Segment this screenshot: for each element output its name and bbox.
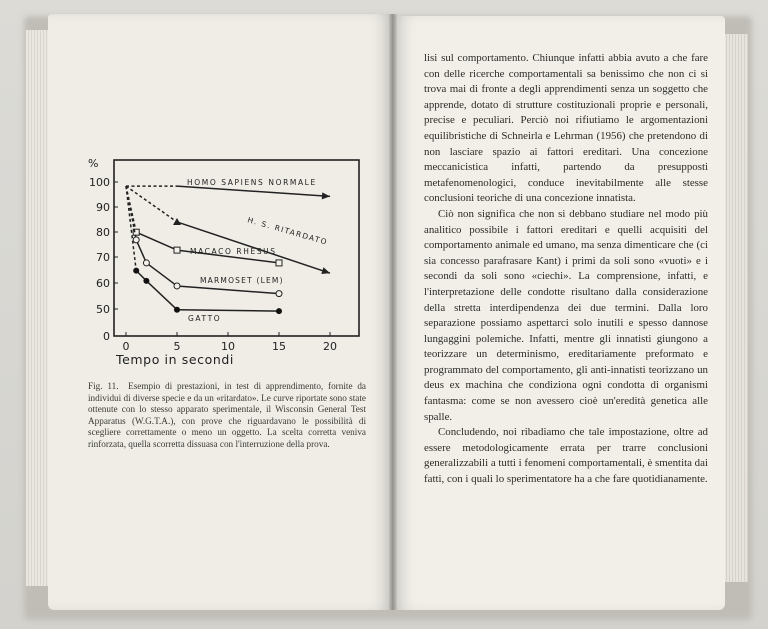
x-tick-label: 15: [272, 340, 286, 353]
legend-hs-ritardato: H. S. RITARDATO: [246, 215, 329, 247]
paragraph-1: lisi sul comportamento. Chiunque infatti abbia avuto a che fare con delle ricerche comportamentali sa benissimo che non ci si trova mai di fronte a degli apprendimenti senza un soggetto che apprende, dotato di strutture costituzionali proprie e personali, precise e peculiari. Perciò noi rifiutiamo le argomentazioni equilibristiche di Schneirla e Lehrman (1956) che pretendono di non lasciare spazio ai fattori ereditari. Una concezione meccanicistica infatti, partendo da presupposti metafenomenologici, conduce inevitabilmente alle stesse conclusioni teoriche di una concezione innatista.: [424, 52, 708, 205]
right-page-text: [424, 51, 708, 488]
y-unit-label: %: [88, 157, 99, 170]
series-line-segment: [126, 186, 177, 222]
data-point-open-circle: [174, 283, 180, 289]
x-axis-label: Tempo in secondi: [116, 352, 234, 367]
series-arrowhead: [322, 192, 330, 199]
paragraph-3: Concludendo, noi ribadiamo che tale impostazione, oltre ad essere metodologicamente errata per trarre conclusioni generalizzabili a tutti i fenomeni comportamentali, è smentita dai fatti, con i quali lo sperimentatore ha a che fare quotidianamente.: [424, 426, 708, 486]
y-tick-label: 0: [103, 330, 110, 343]
series-line-segment: [146, 263, 177, 286]
data-point-filled-circle: [276, 308, 282, 314]
data-point-square: [276, 260, 282, 266]
caption-label: Fig. 11.: [88, 381, 119, 391]
data-point-triangle: [173, 218, 181, 225]
series-line-segment: [177, 186, 330, 196]
data-point-filled-circle: [143, 278, 149, 284]
y-tick-label: 80: [96, 226, 110, 239]
y-tick-label: 50: [96, 303, 110, 316]
data-point-square: [174, 247, 180, 253]
series-line-segment: [126, 186, 136, 270]
series-line-segment: [177, 310, 279, 311]
series-line-segment: [136, 232, 177, 250]
paragraph-2: Ciò non significa che non si debbano studiare nel modo più analitico possibile i fattori ereditari e quelli acquisiti del comportamento animale ed umano, ma senza dimenticare che (ci sia concesso parafrasare Kant) i primi da soli sono «vuoti» e i secondi da soli sono «ciechi». La comprensione, infatti, e l'interpretazione delle condotte risultano dalla considerazione della stretta interdipendenza dei due termini. Dalla loro separazione possiamo aspettarci solo inutili e spesso dannose lungaggini polemiche. Infatti, mentre gli innatisti giungono a teorizzare un determinismo, ereditariamente preformato e programmato del comportamento, gli anti-innatisti teorizzano un deus ex machina che condiziona ogni condotta di organismi fantasma: come se non avessero cioè un'eredità genetica alle spalle.: [424, 207, 708, 423]
learning-curves-chart: [82, 150, 362, 375]
legend-homo-sapiens: HOMO SAPIENS NORMALE: [187, 178, 317, 187]
data-point-filled-circle: [174, 307, 180, 313]
book-gutter: [389, 14, 397, 610]
x-tick-label: 0: [122, 340, 130, 353]
legend-macaco-rhesus: MACACO RHESUS: [190, 247, 277, 256]
y-tick-label: 60: [96, 277, 110, 290]
series-line-segment: [177, 286, 279, 294]
series-line-segment: [136, 240, 146, 263]
data-point-open-circle: [276, 291, 282, 297]
data-point-open-circle: [133, 237, 139, 243]
series-arrowhead: [321, 267, 330, 274]
series-line-segment: [146, 281, 177, 310]
legend-marmoset: MARMOSET (LEM): [200, 276, 284, 285]
x-axis-ticks: [123, 332, 338, 353]
y-tick-label: 100: [89, 176, 110, 189]
x-tick-label: 5: [173, 340, 181, 353]
y-tick-label: 70: [96, 251, 110, 264]
figure-caption: [88, 381, 366, 451]
data-point-open-circle: [143, 260, 149, 266]
y-tick-label: 90: [96, 201, 110, 214]
caption-text: Esempio di prestazioni, in test di apprendimento, fornite da individui di diverse specie e da un «ritardato». Le curve riportate sono state ottenute con lo stesso apparato sperimentale, il Wisconsin General Test Apparatus (W.G.T.A.), con prove che riguardavano le possibilità di scegliere correttamente o meno un oggetto. La scelta corretta veniva rinforzata, quella scorretta dissuasa con l'interruzione della prova.: [88, 381, 366, 449]
data-point-filled-circle: [133, 268, 139, 274]
x-tick-label: 20: [323, 340, 337, 353]
legend-gatto: GATTO: [188, 314, 222, 323]
x-tick-label: 10: [221, 340, 235, 353]
